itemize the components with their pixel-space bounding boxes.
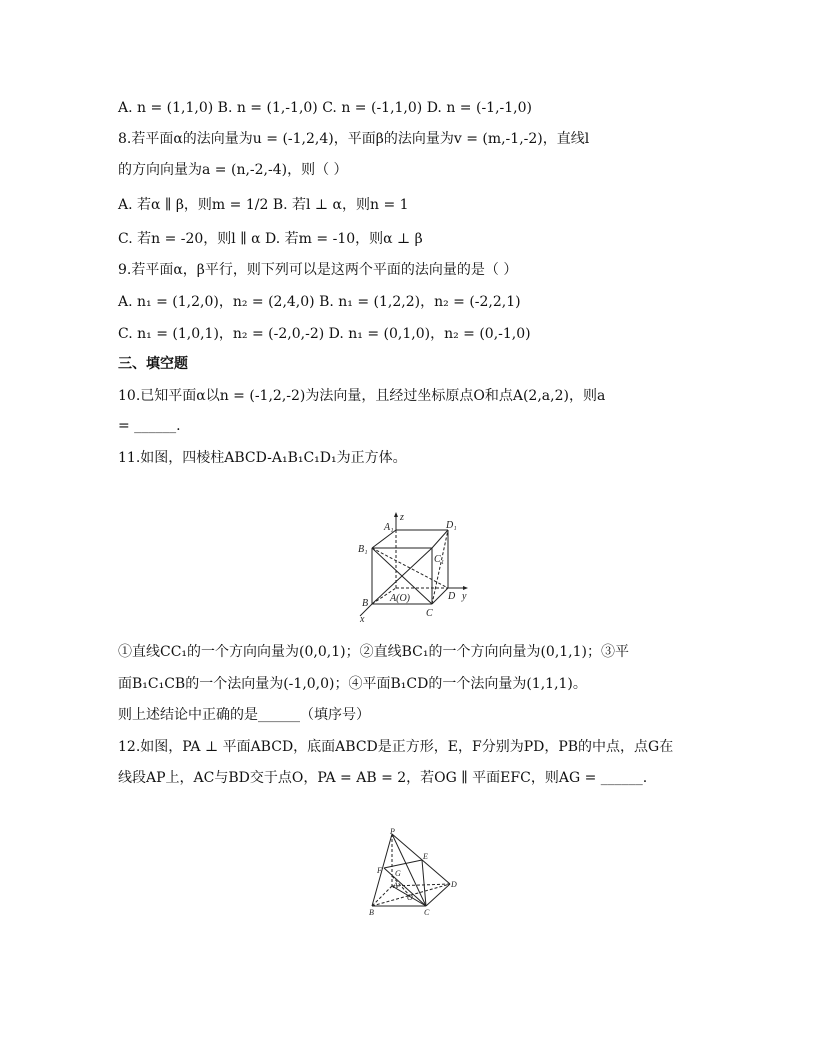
question-8-line-1: 8.若平面α的法向量为u = (-1,2,4)，平面β的法向量为v = (m,-1,-2)，直线l — [118, 131, 590, 147]
cube-label: z — [400, 512, 404, 523]
pyramid-label: C — [424, 908, 430, 917]
option-line-8b: C. 若n = -20，则l ∥ α D. 若m = -10，则α ⊥ β — [118, 231, 423, 247]
cube-label: D — [448, 591, 456, 602]
cube-label: y — [462, 591, 467, 602]
pyramid-label: D — [451, 880, 457, 889]
pyramid-label: A — [393, 881, 398, 890]
cube-figure — [350, 508, 480, 624]
pyramid-label: B — [369, 908, 374, 917]
question-11-statement-2: 面B₁C₁CB的一个法向量为(-1,0,0)；④平面B₁CD的一个法向量为(1,1,1)。 — [118, 676, 587, 692]
cube-label: C₁ — [434, 554, 445, 565]
cube-label: x — [360, 614, 365, 624]
cube-label: A(O) — [390, 593, 410, 604]
cube-label: B₁ — [358, 544, 368, 555]
pyramid-label: F — [377, 866, 382, 875]
pyramid-label: G — [395, 869, 401, 878]
question-8-line-2: 的方向向量为a = (n,-2,-4)，则（ ） — [118, 162, 348, 178]
cube-label: B — [362, 598, 369, 609]
cube-diagram — [350, 508, 480, 624]
question-10-line-2: = ______. — [118, 418, 181, 434]
question-11-prompt: 则上述结论中正确的是______（填序号） — [118, 707, 370, 723]
question-12-line-2: 线段AP上，AC与BD交于点O，PA = AB = 2，若OG ∥ 平面EFC，则AG = ______. — [118, 770, 648, 786]
pyramid-figure — [362, 826, 462, 918]
cube-label: C — [426, 608, 433, 619]
section-heading: 三、填空题 — [118, 356, 188, 372]
pyramid-label: E — [423, 852, 428, 861]
cube-label: D₁ — [446, 520, 457, 531]
option-line-9a: A. n₁ = (1,2,0)，n₂ = (2,4,0) B. n₁ = (1,2,2)，n₂ = (-2,2,1) — [118, 294, 521, 310]
question-12-line-1: 12.如图，PA ⊥ 平面ABCD，底面ABCD是正方形，E，F分别为PD，PB的中点，点G在 — [118, 739, 674, 755]
option-line-9b: C. n₁ = (1,0,1)，n₂ = (-2,0,-2) D. n₁ = (0,1,0)，n₂ = (0,-1,0) — [118, 326, 531, 342]
cube-label: A₁ — [384, 522, 394, 533]
pyramid-label: P — [390, 827, 395, 836]
question-10-line-1: 10.已知平面α以n = (-1,2,-2)为法向量，且经过坐标原点O和点A(2,a,2)，则a — [118, 388, 606, 404]
pyramid-label: O — [407, 893, 413, 902]
option-line-8a: A. 若α ∥ β，则m = 1/2 B. 若l ⊥ α，则n = 1 — [118, 197, 409, 213]
option-line-7: A. n = (1,1,0) B. n = (1,-1,0) C. n = (-1,1,0) D. n = (-1,-1,0) — [118, 100, 532, 116]
pyramid-diagram — [362, 826, 462, 918]
question-11-statement-1: ①直线CC₁的一个方向向量为(0,0,1)；②直线BC₁的一个方向向量为(0,1,1)；③平 — [118, 644, 629, 660]
question-11: 11.如图，四棱柱ABCD-A₁B₁C₁D₁为正方体。 — [118, 450, 407, 466]
question-9: 9.若平面α，β平行，则下列可以是这两个平面的法向量的是（ ） — [118, 262, 518, 278]
